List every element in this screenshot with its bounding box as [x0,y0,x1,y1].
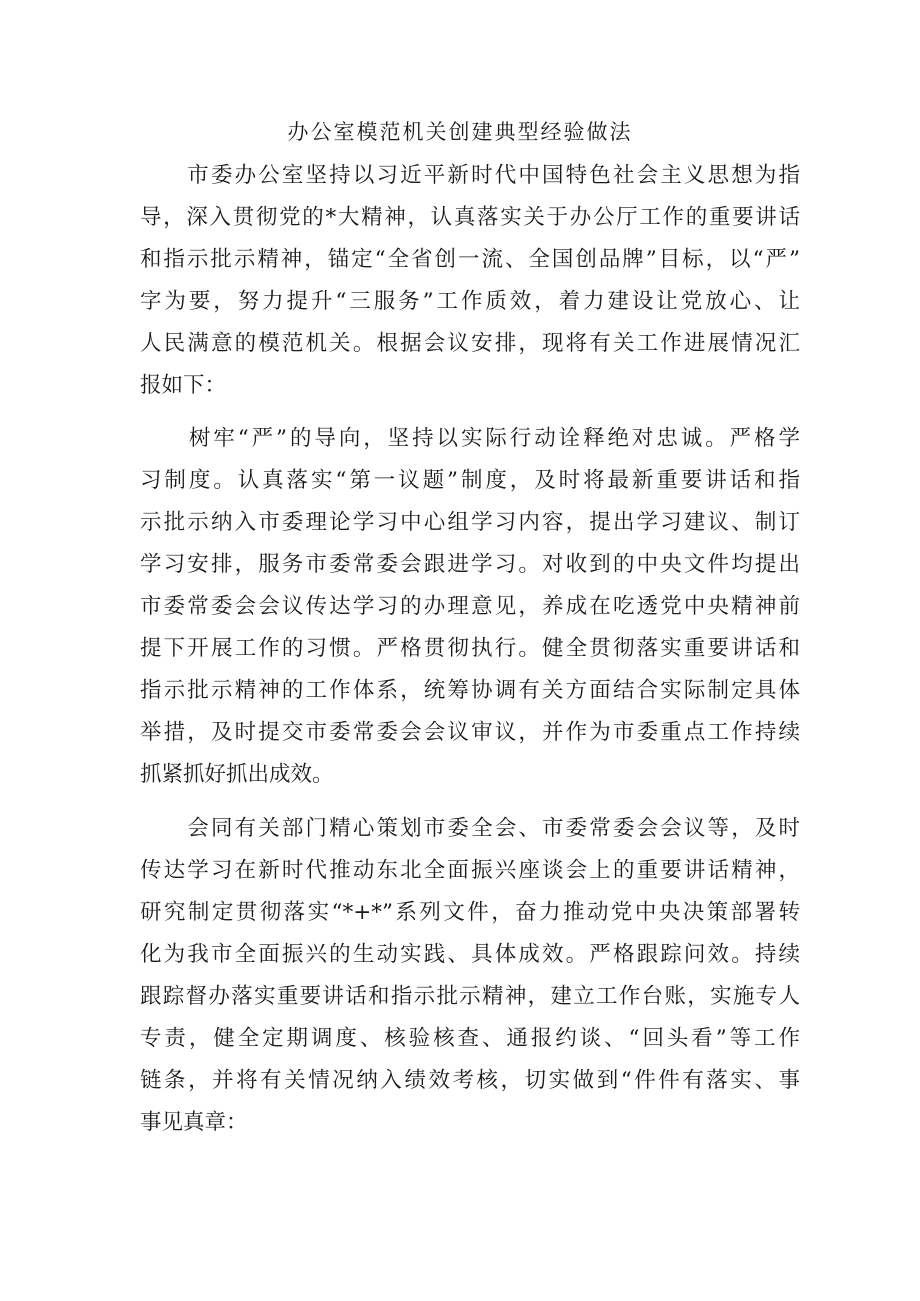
paragraph-2-line-8: 举措，及时提交市委常委会会议审议，并作为市委重点工作持续 [140,720,800,745]
paragraph-1-line-2: 导，深入贯彻党的*大精神，认真落实关于办公厅工作的重要讲话 [140,205,800,230]
paragraph-2-line-1: 树牢“严”的导向，坚持以实际行动诠释绝对忠诚。严格学 [140,426,800,451]
paragraph-2-line-4: 学习安排，服务市委常委会跟进学习。对收到的中央文件均提出 [140,552,800,577]
paragraph-3-line-8: 事见真章： [140,1110,248,1135]
paragraph-2-line-2: 习制度。认真落实“第一议题”制度，及时将最新重要讲话和指 [140,468,800,493]
paragraph-3-line-1: 会同有关部门精心策划市委全会、市委常委会会议等，及时 [140,816,800,841]
paragraph-1-line-3: 和指示批示精神，锚定“全省创一流、全国创品牌”目标，以“严” [140,247,800,272]
paragraph-3-line-7: 链条，并将有关情况纳入绩效考核，切实做到“件件有落实、事 [140,1068,800,1093]
paragraph-2-line-7: 指示批示精神的工作体系，统筹协调有关方面结合实际制定具体 [140,678,800,703]
paragraph-3-line-4: 化为我市全面振兴的生动实践、具体成效。严格跟踪问效。持续 [140,942,800,967]
paragraph-2-line-9: 抓紧抓好抓出成效。 [140,762,334,787]
paragraph-3-line-3: 研究制定贯彻落实“*+*”系列文件，奋力推动党中央决策部署转 [140,900,800,925]
paragraph-1-line-5: 人民满意的模范机关。根据会议安排，现将有关工作进展情况汇 [140,331,800,356]
paragraph-1-line-1: 市委办公室坚持以习近平新时代中国特色社会主义思想为指 [140,163,800,188]
paragraph-3-line-6: 专责，健全定期调度、核验核查、通报约谈、“回头看”等工作 [140,1026,800,1051]
paragraph-3-line-5: 跟踪督办落实重要讲话和指示批示精神，建立工作台账，实施专人 [140,984,800,1009]
paragraph-2-line-3: 示批示纳入市委理论学习中心组学习内容，提出学习建议、制订 [140,510,800,535]
paragraph-1-line-4: 字为要，努力提升“三服务”工作质效，着力建设让党放心、让 [140,289,800,314]
paragraph-2-line-5: 市委常委会会议传达学习的办理意见，养成在吃透党中央精神前 [140,594,800,619]
paragraph-1-line-6: 报如下： [140,373,227,398]
paragraph-2-line-6: 提下开展工作的习惯。严格贯彻执行。健全贯彻落实重要讲话和 [140,636,800,661]
document-title: 办公室模范机关创建典型经验做法 [287,120,633,144]
paragraph-3-line-2: 传达学习在新时代推动东北全面振兴座谈会上的重要讲话精神， [140,858,800,883]
